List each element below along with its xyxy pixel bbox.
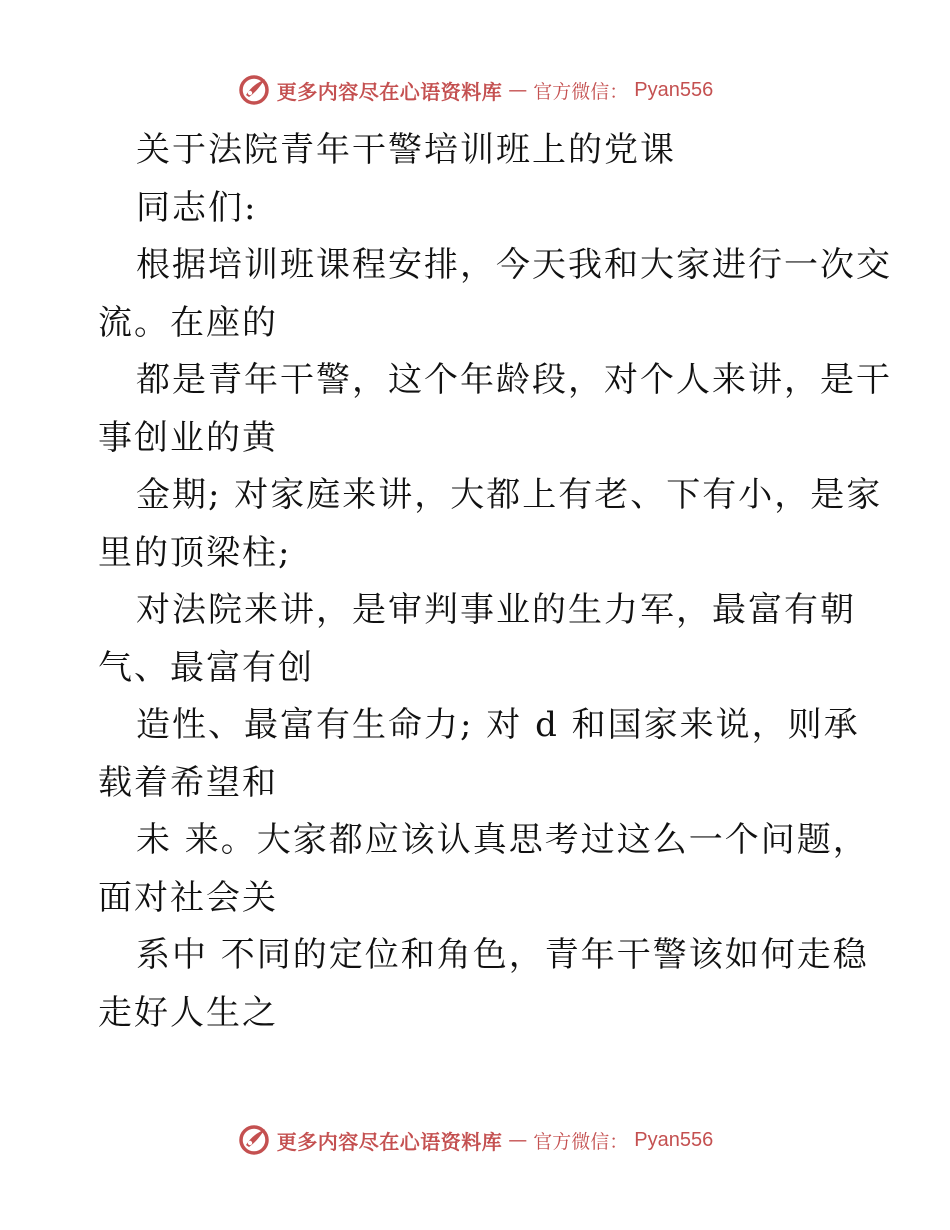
header-banner xyxy=(0,70,950,110)
banner-text: 更多内容尽在心语资料库 xyxy=(276,1129,503,1154)
document-body xyxy=(98,122,892,1042)
banner-text: 更多内容尽在心语资料库 xyxy=(276,79,503,104)
paragraph-line: 事创业的黄 xyxy=(98,417,278,458)
banner-dash: — xyxy=(508,1129,528,1151)
paragraph-line: 金期; 对家庭来讲，大都上有老、下有小，是家 xyxy=(136,475,883,515)
paragraph-line: 对法院来讲，是审判事业的生力军，最富有朝 xyxy=(136,590,856,630)
paragraph-line: 造性、最富有生命力; 对 d 和国家来说，则承 xyxy=(136,705,860,745)
paragraph-line: 都是青年干警，这个年龄段，对个人来讲，是干 xyxy=(136,360,892,400)
banner-wechat-label: 官方微信： xyxy=(533,80,629,103)
paragraph-line: 面对社会关 xyxy=(98,877,278,918)
banner-wechat-id: Pyan556 xyxy=(634,78,714,101)
banner-wechat-id: Pyan556 xyxy=(634,1128,714,1151)
paragraph-line: 流。在座的 xyxy=(98,302,278,343)
banner-dash: — xyxy=(508,79,528,101)
paragraph-line: 走好人生之 xyxy=(98,992,278,1033)
ink-brush-logo-icon xyxy=(237,1123,271,1157)
ink-brush-logo-icon xyxy=(237,73,271,107)
document-title: 关于法院青年干警培训班上的党课 xyxy=(136,130,676,170)
paragraph-line: 里的顶梁柱; xyxy=(98,532,292,573)
paragraph-line: 系中 不同的定位和角色，青年干警该如何走稳 xyxy=(136,935,869,975)
paragraph-line: 气、最富有创 xyxy=(98,647,314,688)
salutation: 同志们: xyxy=(136,187,258,228)
paragraph-line: 根据培训班课程安排，今天我和大家进行一次交 xyxy=(136,245,892,285)
banner-wechat-label: 官方微信： xyxy=(533,1130,629,1153)
paragraph-line: 未 来。大家都应该认真思考过这么一个问题， xyxy=(136,820,869,860)
paragraph-line: 载着希望和 xyxy=(98,762,278,803)
footer-banner xyxy=(0,1120,950,1160)
